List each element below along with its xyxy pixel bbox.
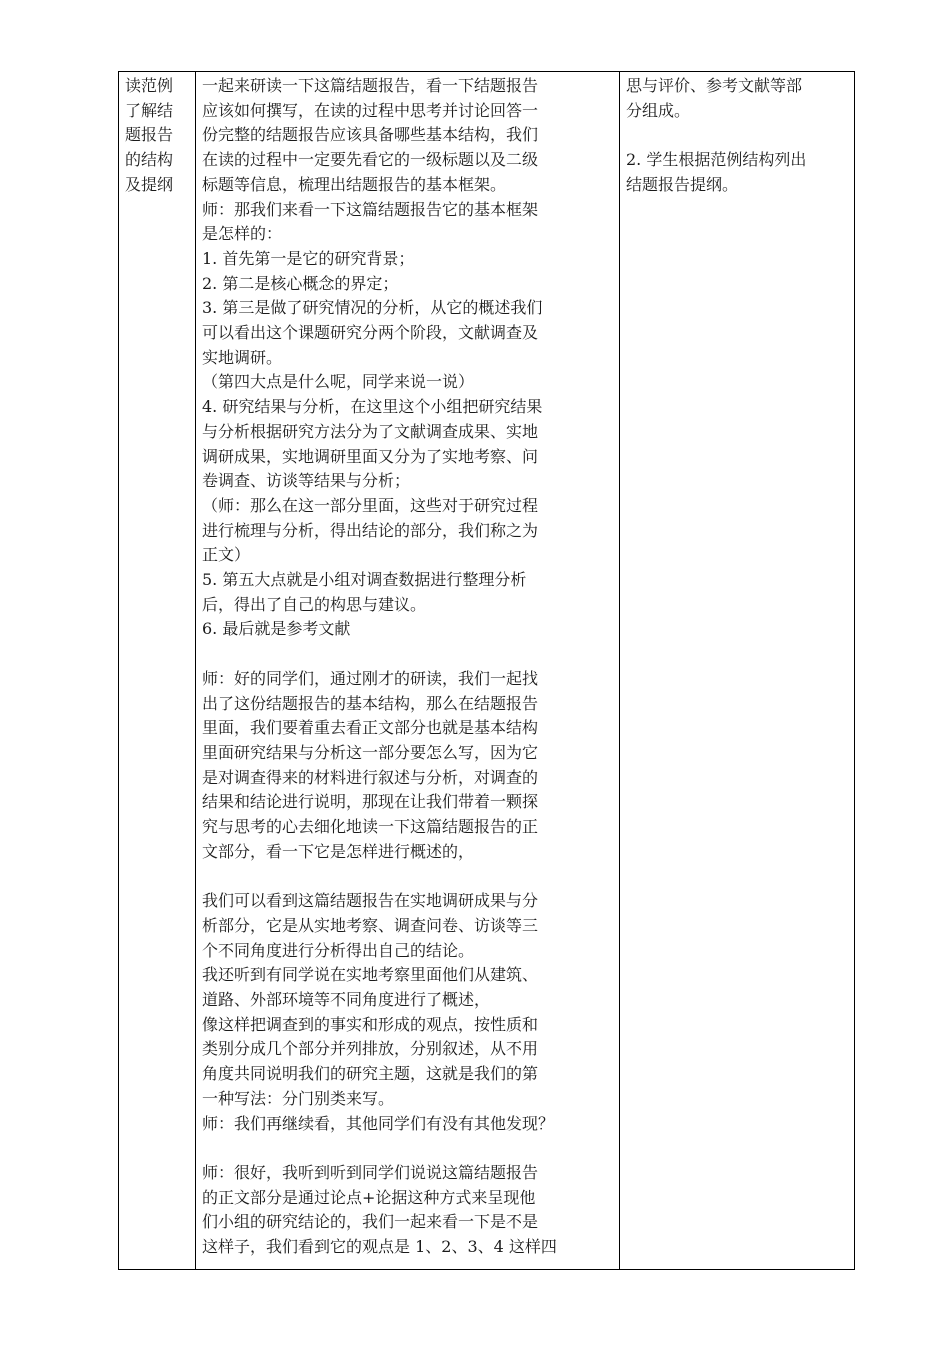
text-line: 应该如何撰写，在读的过程中思考并讨论回答一 — [202, 100, 539, 120]
text-line: 文部分，看一下它是怎样进行概述的， — [202, 841, 475, 861]
text-line: 一起来研读一下这篇结题报告，看一下结题报告 — [202, 76, 539, 95]
text-line: 分组成。 — [626, 100, 691, 120]
blank-line — [202, 864, 613, 889]
text-line: 道路、外部环境等不同角度进行了概述， — [202, 989, 491, 1009]
text-line: 们小组的研究结论的，我们一起来看一下是不是 — [202, 1212, 539, 1232]
text-line: 进行梳理与分析，得出结论的部分，我们称之为 — [202, 520, 539, 540]
text-line: 师：我们再继续看，其他同学们有没有其他发现？ — [202, 1113, 555, 1133]
text-line: 份完整的结题报告应该具备哪些基本结构，我们 — [202, 125, 539, 145]
text-line: 类别分成几个部分并列排放，分别叙述，从不用 — [202, 1039, 539, 1059]
text-line: 2. 第二是核心概念的界定； — [202, 273, 399, 293]
text-line: 角度共同说明我们的研究主题，这就是我们的第 — [202, 1064, 539, 1084]
lesson-plan-table — [118, 71, 855, 1270]
text-line: 一种写法：分门别类来写。 — [202, 1088, 395, 1108]
student-activity-cell — [620, 72, 855, 1270]
text-line: 调研成果，实地调研里面又分为了实地考察、问 — [202, 446, 539, 466]
stage-label-line: 题报告 — [125, 125, 174, 145]
text-line: 出了这份结题报告的基本结构，那么在结题报告 — [202, 693, 539, 713]
blank-line — [626, 123, 848, 148]
text-line: 结果和结论进行说明，那现在让我们带着一颗探 — [202, 792, 539, 812]
table-row — [119, 72, 855, 1270]
teacher-activity-cell — [196, 72, 620, 1270]
text-line: 析部分，它是从实地考察、调查问卷、访谈等三 — [202, 915, 539, 935]
text-line: 在读的过程中一定要先看它的一级标题以及二级 — [202, 150, 539, 170]
text-line: （师：那么在这一部分里面，这些对于研究过程 — [202, 495, 539, 515]
text-line: 里面，我们要着重去看正文部分也就是基本结构 — [202, 718, 539, 738]
text-line: 卷调查、访谈等结果与分析； — [202, 471, 411, 491]
text-line: 像这样把调查到的事实和形成的观点，按性质和 — [202, 1014, 539, 1034]
text-line: 是对调查得来的材料进行叙述与分析，对调查的 — [202, 767, 539, 787]
text-line: 个不同角度进行分析得出自己的结论。 — [202, 940, 475, 960]
text-line: 6. 最后就是参考文献 — [202, 619, 351, 639]
text-line: 这样子，我们看到它的观点是 1、2、3、4 这样四 — [202, 1237, 557, 1256]
text-line: 师：很好，我听到听到同学们说说这篇结题报告 — [202, 1162, 539, 1182]
text-line: 4. 研究结果与分析，在这里这个小组把研究结果 — [202, 397, 543, 417]
text-line: 实地调研。 — [202, 347, 283, 367]
text-line: 思与评价、参考文献等部 — [626, 76, 803, 95]
text-line: 可以看出这个课题研究分两个阶段，文献调查及 — [202, 323, 539, 343]
stage-label-line: 的结构 — [125, 150, 174, 170]
text-line: 3. 第三是做了研究情况的分析，从它的概述我们 — [202, 298, 543, 318]
text-line: 我们可以看到这篇结题报告在实地调研成果与分 — [202, 891, 539, 911]
text-line: 的正文部分是通过论点+论据这种方式来呈现他 — [202, 1187, 536, 1207]
blank-line — [202, 642, 613, 667]
stage-cell — [119, 72, 196, 1270]
text-line: 1. 首先第一是它的研究背景； — [202, 248, 415, 268]
text-line: 结题报告提纲。 — [626, 174, 739, 194]
text-line: 里面研究结果与分析这一部分要怎么写，因为它 — [202, 742, 539, 762]
stage-label-line: 及提纲 — [125, 174, 174, 194]
stage-label-line: 了解结 — [125, 100, 174, 120]
text-line: 标题等信息，梳理出结题报告的基本框架。 — [202, 174, 507, 194]
text-line: 后，得出了自己的构思与建议。 — [202, 594, 427, 614]
text-line: （第四大点是什么呢，同学来说一说） — [202, 372, 475, 392]
stage-label-line: 读范例 — [125, 76, 174, 95]
text-line: 师：好的同学们，通过刚才的研读，我们一起找 — [202, 668, 539, 688]
text-line: 正文） — [202, 545, 251, 565]
text-line: 究与思考的心去细化地读一下这篇结题报告的正 — [202, 817, 539, 837]
blank-line — [202, 1136, 613, 1161]
text-line: 2. 学生根据范例结构列出 — [626, 150, 807, 170]
text-line: 是怎样的： — [202, 224, 283, 244]
text-line: 师：那我们来看一下这篇结题报告它的基本框架 — [202, 199, 539, 219]
text-line: 5. 第五大点就是小组对调查数据进行整理分析 — [202, 570, 527, 590]
text-line: 我还听到有同学说在实地考察里面他们从建筑、 — [202, 965, 539, 985]
text-line: 与分析根据研究方法分为了文献调查成果、实地 — [202, 421, 539, 441]
